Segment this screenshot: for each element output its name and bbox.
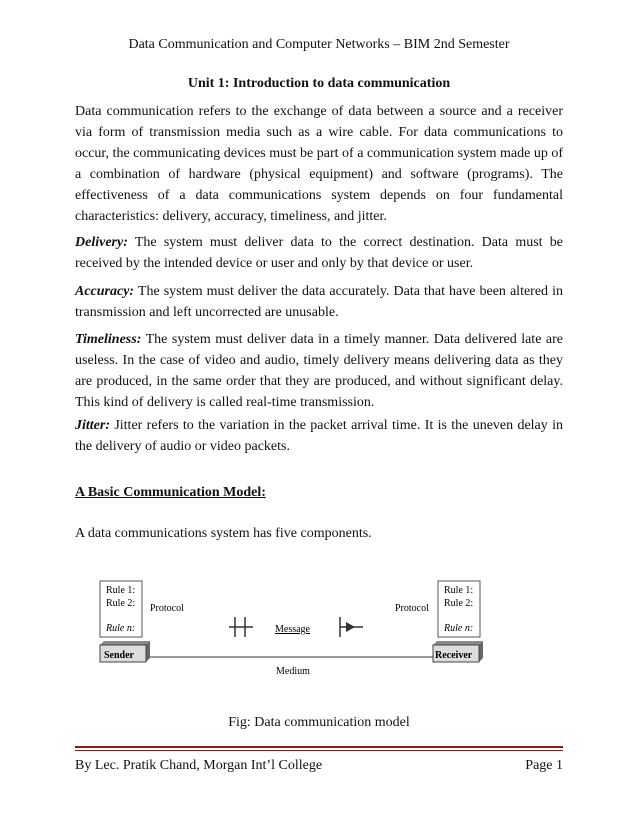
- intro-paragraph: Data communication refers to the exchange of data between a source and a receiver via form of transmission media such as a wire cable. For data communications to occur, the communicating devices must be part of a communication system made up of a combination of hardware (physical equipment) and software (programs). The effectiveness of a data communications system depends on four fundamental characteristics: delivery, accuracy, timeliness, and jitter.: [75, 104, 563, 224]
- message-label: Message: [275, 624, 310, 635]
- sender-rule-n: Rule n:: [106, 623, 136, 634]
- footer-rule-thin: [75, 750, 563, 751]
- medium-label: Medium: [276, 666, 310, 677]
- footer-author: By Lec. Pratik Chand, Morgan Int’l College: [75, 758, 323, 773]
- receiver-protocol-label: Protocol: [395, 603, 429, 614]
- sender-rule-2: Rule 2:: [106, 598, 136, 609]
- receiver-device-top: [433, 641, 483, 645]
- accuracy-text: The system must deliver the data accurately. Data that have been altered in transmission and left uncorrected are unusable.: [75, 284, 563, 320]
- footer-rule: [75, 746, 563, 751]
- accuracy-paragraph: [75, 281, 563, 323]
- sender-rule-1: Rule 1:: [106, 585, 136, 596]
- unit-title: Unit 1: Introduction to data communication: [187, 76, 451, 91]
- jitter-paragraph: [75, 415, 563, 457]
- delivery-paragraph: [75, 232, 563, 274]
- section-intro: A data communications system has five components.: [75, 526, 372, 541]
- timeliness-paragraph: [75, 329, 563, 413]
- sender-device-top: [100, 641, 150, 645]
- receiver-label: Receiver: [435, 650, 473, 661]
- receiver-rule-1: Rule 1:: [444, 585, 474, 596]
- message-arrow-icon: [346, 622, 355, 632]
- section-heading: A Basic Communication Model:: [75, 485, 266, 500]
- accuracy-term: Accuracy:: [75, 284, 135, 299]
- receiver-rule-2: Rule 2:: [444, 598, 474, 609]
- communication-model-diagram: [95, 575, 515, 685]
- footer-rule-thick: [75, 746, 563, 748]
- receiver-rule-n: Rule n:: [444, 623, 474, 634]
- sender-label: Sender: [104, 650, 134, 661]
- jitter-term: Jitter:: [75, 418, 110, 433]
- figure-caption: Fig: Data communication model: [228, 715, 410, 730]
- delivery-term: Delivery:: [75, 235, 128, 250]
- timeliness-text: The system must deliver data in a timely manner. Data delivered late are useless. In the case of video and audio, timely delivery means delivering data as they are produced, in the same order that they are produced, and without significant delay. This kind of delivery is called real-time transmission.: [75, 332, 563, 410]
- jitter-text: Jitter refers to the variation in the packet arrival time. It is the uneven delay in the delivery of audio or video packets.: [75, 418, 563, 454]
- sender-protocol-label: Protocol: [150, 603, 184, 614]
- footer-page-number: Page 1: [525, 758, 563, 773]
- delivery-text: The system must deliver data to the correct destination. Data must be received by the intended device or user and only by that device or user.: [75, 235, 563, 271]
- timeliness-term: Timeliness:: [75, 332, 142, 347]
- running-header: Data Communication and Computer Networks – BIM 2nd Semester: [128, 37, 510, 52]
